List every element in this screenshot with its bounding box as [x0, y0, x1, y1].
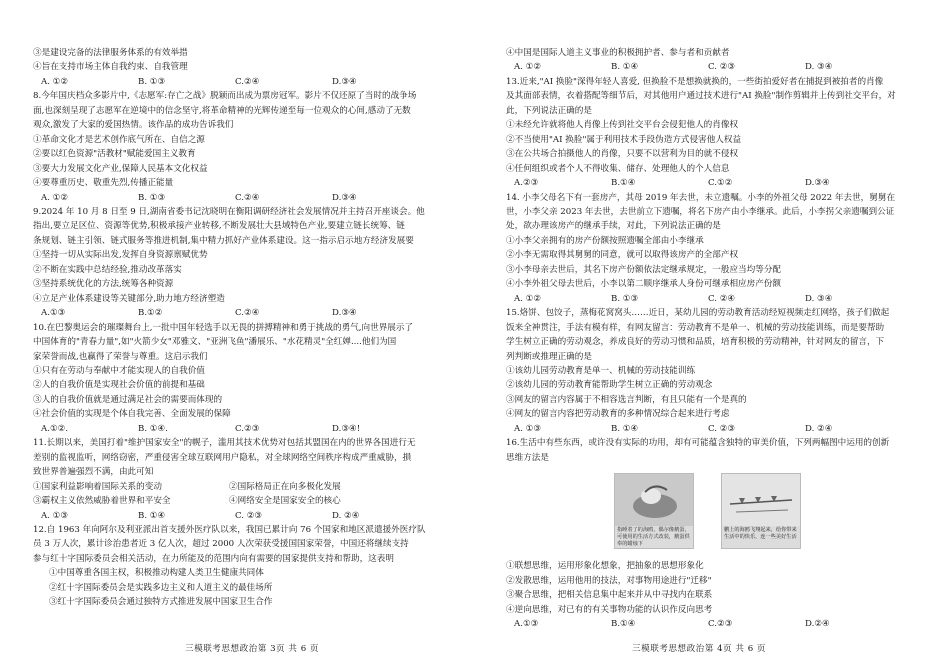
text-line: ③红十字国际委员会通过独特方式推进发展中国家卫生合作: [49, 597, 273, 608]
text-line: 11.长期以来，美国打着"维护国家安全"的幌子，滥用其技术优势对包括其盟国在内的世界各国进行无: [33, 438, 416, 449]
text-line: 世，小李父亲 2023 年去世，去世前立下遗嘱，将名下房产由小李继承。此后，小李拐父亲遗嘱到公证: [506, 206, 895, 217]
answer-options: [33, 75, 451, 89]
answer-option: C.②④: [235, 308, 260, 319]
text-line: 及其面部表情，衣着搭配等细节后，对其他用户通过技术进行"AI 换脸"制作剪辑并上传到社交平台，对: [506, 91, 896, 102]
text-line: ④要尊重历史、敬重先烈,传播正能量: [33, 178, 174, 189]
text-line: 8.今年国庆档众多影片中,《志愿军:存亡之战》脱颖而出成为票房冠军。影片不仅还原了当时的战争场: [33, 91, 417, 102]
text-line: 列判断或推理正确的是: [506, 351, 592, 362]
text-line: ①革命文化才是艺术创作底气所在、自信之源: [33, 134, 205, 145]
text-line: 此，下列说法正确的是: [506, 105, 592, 116]
answer-option: B. ①④.: [138, 423, 168, 434]
text-line: ①小李父亲拥有的房产份额按照遗嘱全部由小李继承: [506, 235, 704, 246]
text-line: ②不断在实践中总结经验,推动改革落实: [33, 264, 182, 275]
answer-options: [506, 422, 924, 436]
text-line: 差别的监视监听，网络窃密，严重侵害全球互联网用户隐私，对全球网络空间秩序构成严重威胁，損: [33, 452, 412, 463]
answer-option: A. ①②: [41, 192, 69, 203]
text-line: 家荣誉而战,也赢得了荣誉与尊重。这启示我们: [33, 351, 208, 362]
text-line: ③聚合思维，把相关信息集中起来并从中寻找内在联系: [506, 590, 713, 601]
text-line: ②该幼儿园的劳动教育能帮助学生树立正确的劳动观念: [506, 380, 713, 391]
answer-option: A.①②.: [41, 423, 69, 434]
page-footer-left: 三模联考思想政治第 3页 共 6 页: [185, 644, 319, 654]
text-line: 致世界普遍强烈不满，由此可知: [33, 467, 154, 478]
text-line: ④逆向思维，对已有的有关事物功能的认识作反向思考: [506, 604, 713, 615]
text-line: 14. 小李父母名下有一套房产，其母 2019 年去世，未立遗嘱。小李的外祖父母 2022 年去世，舅舅在: [506, 192, 896, 203]
choice-item: ④网络安全是国家安全的核心: [229, 496, 341, 507]
text-line: 12.自 1963 年向阿尔及利亚派出首支援外医疗队以来，我国已累计向 76 个国家和地区派遣援外医疗队: [33, 524, 426, 535]
text-line: ①未经允许就将他人肖像上传到社交平台会侵犯他人的肖像权: [506, 120, 739, 131]
answer-option: D.③④!: [332, 423, 361, 434]
answer-options: [33, 191, 451, 205]
text-line: 观众,激发了大家的爱国热情。该作品的成功告诉我们: [33, 120, 234, 131]
text-line: ①只有在劳动与奉献中才能实现人的自我价值: [33, 365, 205, 376]
text-line: 指出,要立足区位、资源等优势,积极承接产业转移,不断发展壮大县域特色产业,要建立链长统筹、链: [33, 221, 405, 232]
text-line: ④小李外祖父母去世后，小李以第二顺序继承人身份可继承相应房产份额: [506, 279, 782, 290]
text-line: 15.烙饼、包饺子，蒸梅花窝窝头……近日，某幼儿园的劳动教育活动经短视频走红网络，孩子们做起: [506, 308, 890, 319]
answer-option: B. ①③: [138, 76, 166, 87]
answer-option: A. ①③: [41, 510, 69, 521]
text-line: ①联想思维，运用形象化想象，把抽象的思想形象化: [506, 561, 704, 572]
text-line: ①坚持一切从实际出发,发挥自身资源禀赋优势: [33, 250, 208, 261]
choice-pair: [33, 494, 451, 508]
text-line: 学生树立正确的劳动观念，养成良好的劳动习惯和品质，培育积极的劳动精神，针对网友的留言，下: [506, 337, 885, 348]
answer-option: B. ①④: [611, 62, 639, 73]
text-line: ③网友的留言内容属于不相容选言判断，有且只能有一个是真的: [506, 394, 747, 405]
answer-options: [33, 509, 451, 523]
text-line: ③坚持系统优化的方法,统筹各种资源: [33, 279, 174, 290]
text-line: ④网友的留言内容把劳动教育的多种情况综合起来进行考虑: [506, 409, 730, 420]
answer-option: D.③④: [332, 76, 357, 87]
text-line: 员 3 万人次，累计诊治患者近 3 亿人次，超过 2000 人次荣获受援国国家荣誉，中国还将继续支持: [33, 539, 409, 550]
text-line: ②发散思维，运用他用的技法，对事物用途进行"迁移": [506, 575, 712, 586]
answer-options: [506, 60, 924, 74]
right-column: [506, 46, 924, 631]
text-line: ②小李无需取得其舅舅的同意，就可以取得该房产的全部产权: [506, 250, 739, 261]
text-line: ④中国是国际人道主义事业的积极拥护者、参与者和贡献者: [506, 48, 730, 58]
text-line: 处，欲办理该房产的继承手续，对此，下列说法正确的是: [506, 221, 721, 232]
photo-image: [722, 474, 800, 526]
answer-option: A.①③: [41, 308, 66, 319]
answer-options: [506, 292, 924, 306]
photo-image: [615, 474, 693, 526]
answer-option: C.②③: [235, 423, 260, 434]
text-line: ③是建设完备的法律服务体系的有效举措: [33, 48, 188, 58]
answer-option: B. ①③: [611, 293, 639, 304]
question-figures: [506, 469, 924, 555]
text-line: ②不当使用"AI 换脸"属于利用技术手段伪造方式侵害他人权益: [506, 134, 742, 145]
answer-option: A. ①③: [514, 423, 542, 434]
figure-seagull-branch: [721, 473, 801, 549]
answer-option: A. ①②: [514, 293, 542, 304]
text-line: ④社会价值的实现是个体自我完善、全面发展的保障: [33, 409, 231, 420]
answer-option: D.③④: [332, 192, 357, 203]
figure-caption: 鹏上的海鸥飞翔起来，给你带来生活中的快乐，连一些美好生活: [724, 527, 797, 541]
text-line: ①中国尊重各国主权，积极推动构建人类卫生健康共同体: [49, 568, 264, 579]
answer-option: C.②④: [235, 76, 260, 87]
text-line: 面,也深刻呈现了志愿军在逆境中的信念坚守,将革命精神的光辉传递至每一位观众的心间,感动了无数: [33, 105, 411, 116]
text-line: ③小李母亲去世后，其名下房产份额依法定继承规定，一般应当均等分配: [506, 264, 782, 275]
text-line: 中国体育的"青春力量",如"火箭少女"邓雅文、"亚洲飞鱼"潘展乐、"水花精灵"全红婵....他们为国: [33, 337, 397, 348]
choice-item: ③霸权主义依然威胁着世界和平安全: [33, 496, 171, 507]
text-line: 10.在巴黎奥运会的璀璨舞台上,一批中国年轻选手以无畏的拼搏精神和勇于挑战的勇气,向世界展示了: [33, 322, 414, 333]
text-line: 参与红十字国际委员会相关活动，在力所能及的范围内向有需要的国家提供支持和帮助，这表明: [33, 553, 394, 564]
answer-option: D. ③④: [805, 293, 833, 304]
text-line: ②红十字国际委员会是实践多边主义和人道主义的最佳场所: [49, 582, 273, 593]
answer-option: C.①②: [708, 178, 733, 189]
answer-option: B. ①④: [138, 510, 166, 521]
answer-option: C. ②③: [708, 62, 736, 73]
choice-pair: [33, 480, 451, 494]
text-line: 16.生活中有些东西，或许没有实际的功用，却有可能蕴含独特的审美价值，下列两幅图中运用的创新: [506, 438, 890, 449]
answer-option: A.②③: [514, 178, 539, 189]
answer-option: D. ②④: [332, 510, 360, 521]
answer-option: B.①④: [611, 178, 636, 189]
answer-option: C. ②③: [235, 510, 263, 521]
answer-options: [506, 176, 924, 190]
text-line: ③在公共场合拍摄他人的肖像，只要不以营利为目的就不侵权: [506, 149, 739, 160]
answer-options: [33, 422, 451, 436]
answer-option: C.②③: [708, 618, 733, 629]
answer-option: B.①②: [138, 308, 163, 319]
text-line: ②要以红色资源"活教材"赋能爱国主义教育: [33, 149, 196, 160]
choice-item: ②国际格局正在向多极化发展: [229, 481, 341, 492]
figure-caption: 指睡着了的海鸥，偶尔像鹅蛋，可使用的生活方式改装，鹅蛋供奉的蜡烛下: [617, 527, 690, 548]
left-column: [33, 46, 451, 610]
text-line: 饭来全神贯注，手法有模有样，有网友留言：劳动教育不是单一、机械的劳动技能训练，而是要帮助: [506, 322, 885, 333]
answer-option: A. ①②: [41, 76, 69, 87]
answer-option: A. ①②: [514, 62, 542, 73]
answer-option: C. ②③: [708, 423, 736, 434]
text-line: 13.近来,"AI 换脸"深得年轻人喜爱, 但换脸不是想换就换的，一些街拍爱好者在捕捉到被拍者的肖像: [506, 76, 884, 87]
answer-option: D. ③④: [805, 62, 833, 73]
text-line: ④立足产业体系建设等关键部分,助力地方经济塑造: [33, 293, 225, 304]
choice-item: ①国家利益影响着国际关系的变动: [33, 481, 162, 492]
text-line: ②人的自我价值是实现社会价值的前提和基础: [33, 380, 205, 391]
answer-option: C.②④: [235, 192, 260, 203]
text-line: ③人的自我价值就是通过满足社会的需要而体现的: [33, 394, 223, 405]
text-line: ①该幼儿园劳动教育是单一、机械的劳动技能训练: [506, 365, 696, 376]
answer-option: C. ②④: [708, 293, 736, 304]
answer-option: B. ①③: [138, 192, 166, 203]
page-footer-right: 三模联考思想政治第 4页 共 6 页: [632, 644, 766, 654]
text-line: 条规划、链主引领、链式服务等推进机制,集中精力抓好产业体系建设。这一指示启示地方经济发展要: [33, 235, 414, 246]
answer-options: [506, 617, 924, 631]
text-line: 思维方法是: [506, 452, 549, 463]
answer-options: [33, 306, 451, 320]
answer-option: B.①④: [611, 618, 636, 629]
text-line: ③要大力发展文化产业,保障人民基本文化权益: [33, 163, 208, 174]
text-line: 9.2024 年 10 月 8 日至 9 日,湖南省委书记沈晓明在衡阳调研经济社会发展情况并主持召开座谈会。他: [33, 206, 425, 217]
text-line: ④旨在支持市场主体自我约束、自我管理: [33, 62, 188, 73]
text-line: ④任何组织或者个人不得收集、储存、处理他人的个人信息: [506, 163, 730, 174]
answer-option: A.①③: [514, 618, 539, 629]
figure-seagull-egg: [614, 473, 694, 549]
answer-option: D. ②④: [805, 423, 833, 434]
answer-option: D.③④: [332, 308, 357, 319]
answer-option: D.③④: [805, 178, 830, 189]
answer-option: D.②④: [805, 618, 830, 629]
answer-option: B. ①④: [611, 423, 639, 434]
